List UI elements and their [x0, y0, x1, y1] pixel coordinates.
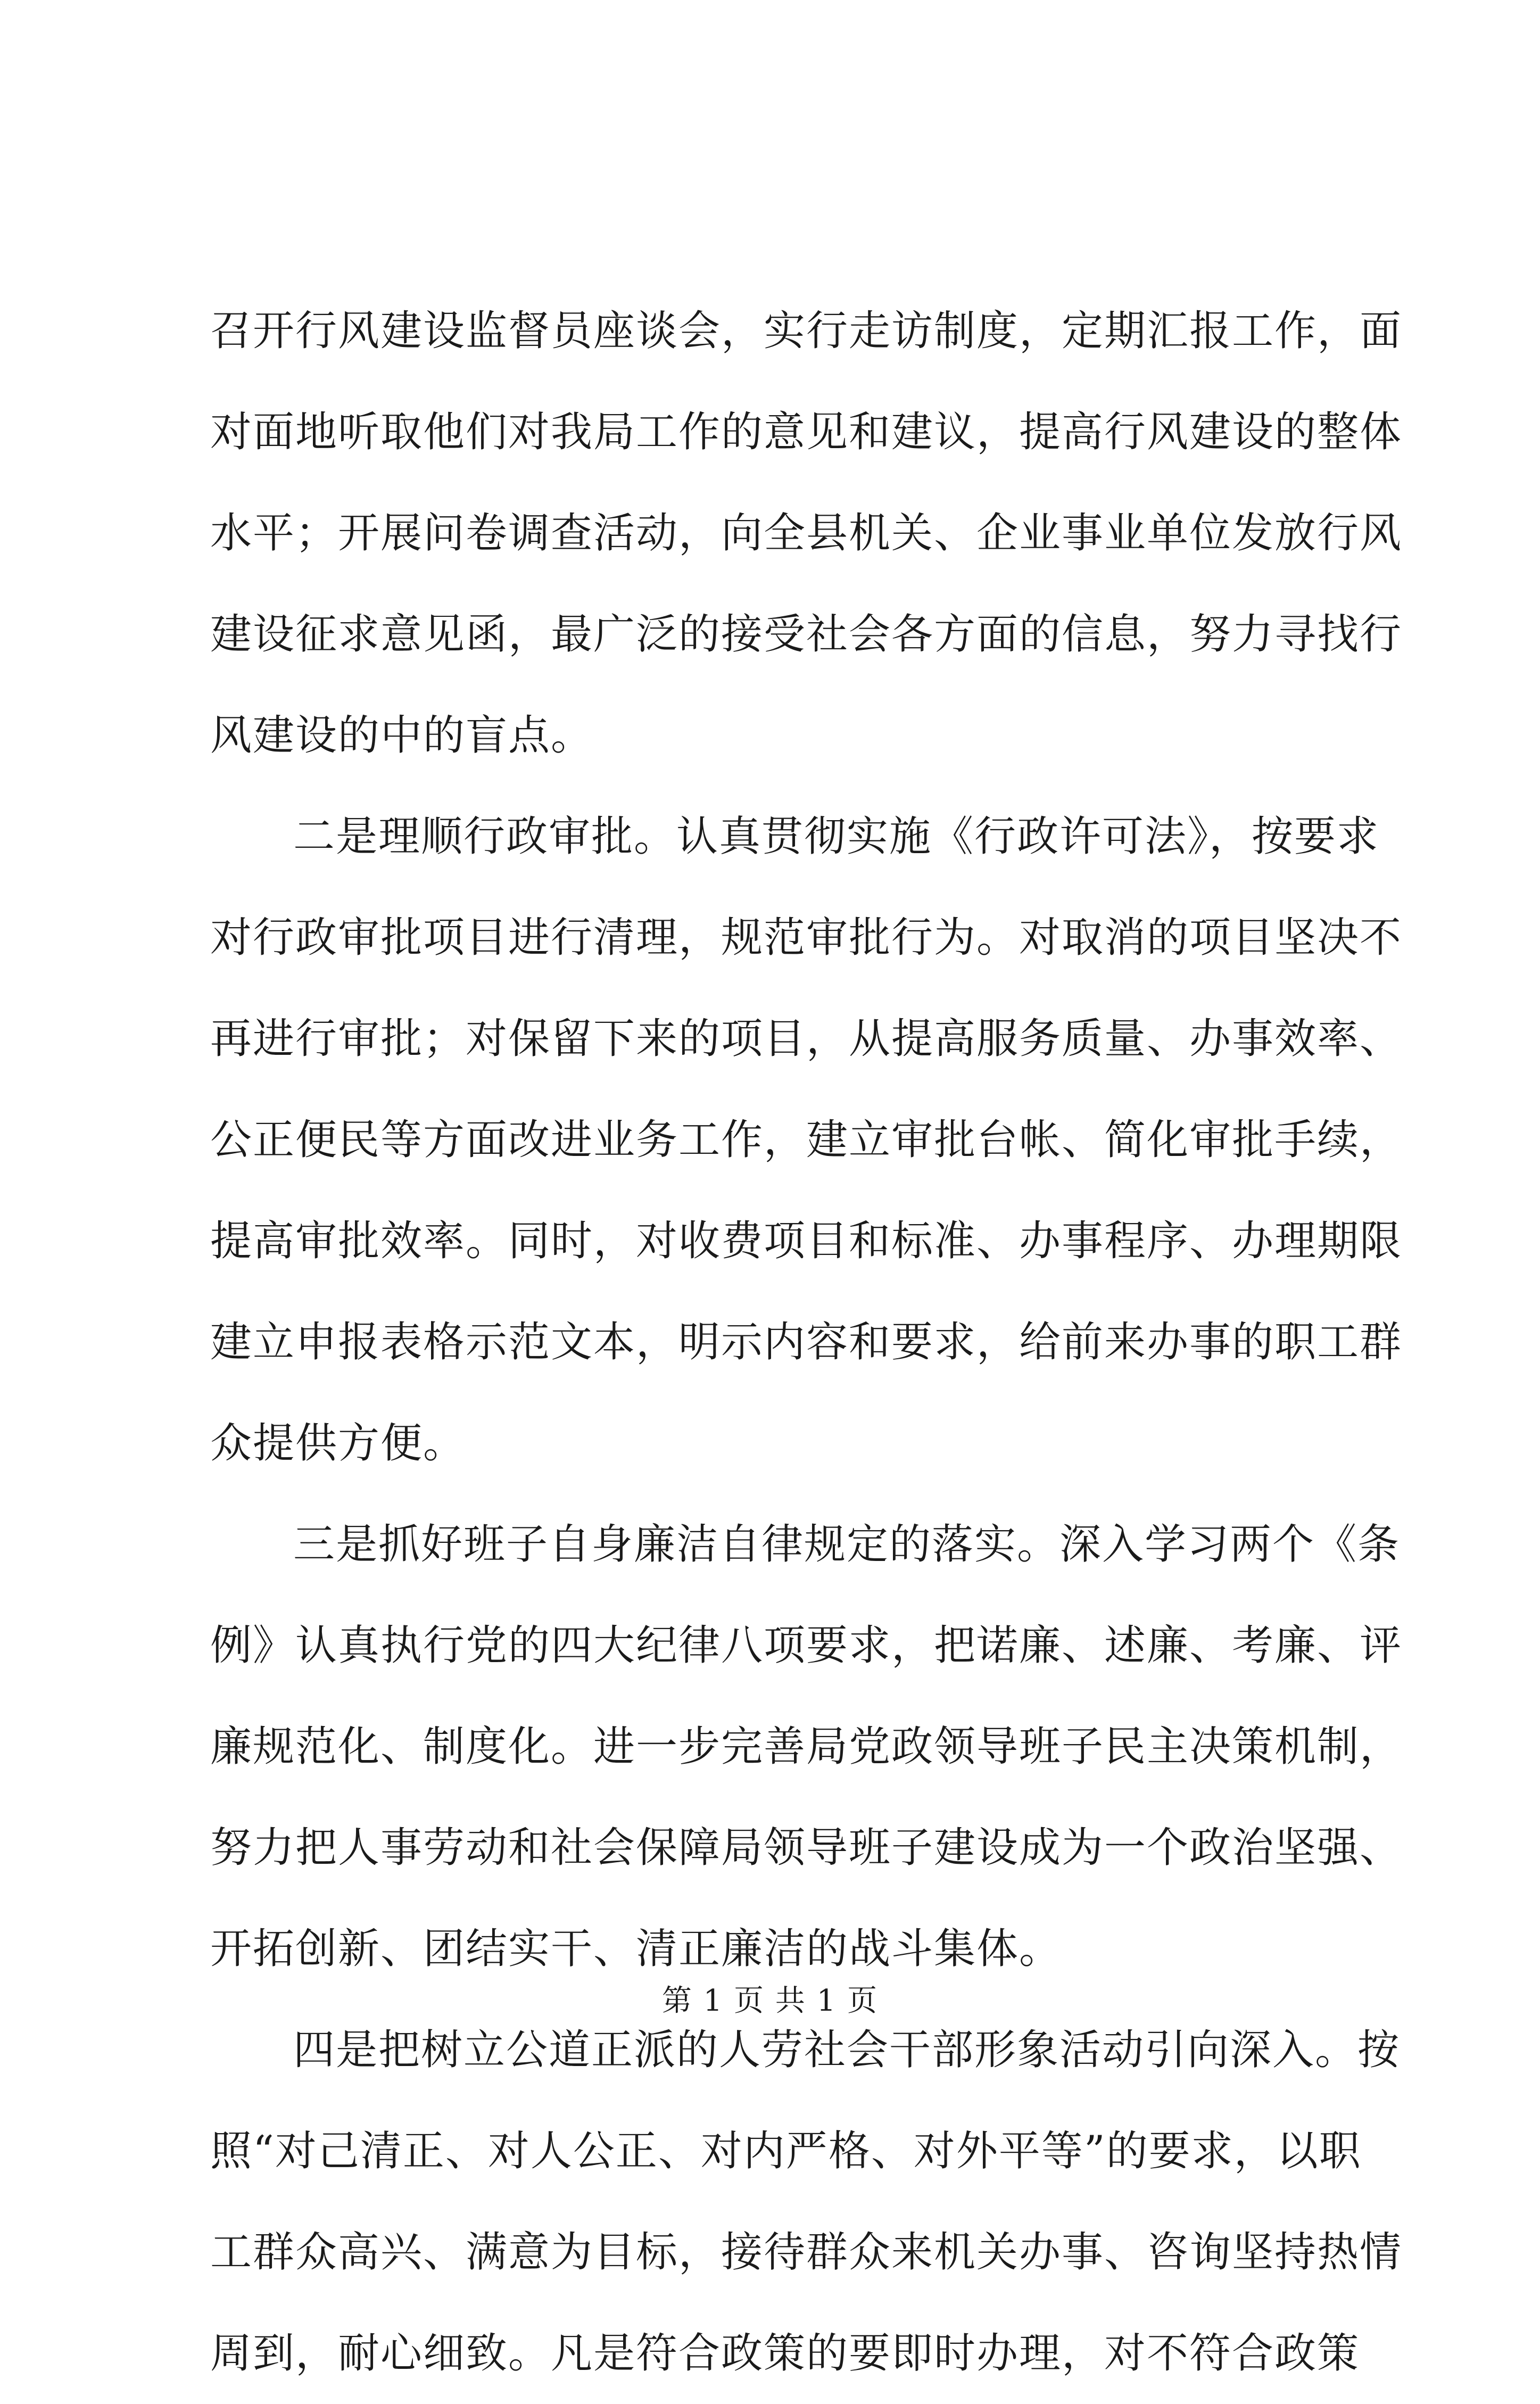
text-line: 水平；开展问卷调查活动，向全县机关、企业事业单位发放行风 — [210, 509, 1403, 557]
text-line: 周到，耐心细致。凡是符合政策的要即时办理，对不符合政策 — [210, 2329, 1360, 2377]
paragraph-3 — [210, 1494, 1403, 2000]
text-line: 对面地听取他们对我局工作的意见和建议，提高行风建设的整体 — [210, 408, 1403, 456]
text-line: 风建设的中的盲点。 — [210, 712, 594, 759]
text-line: 二是理顺行政审批。认真贯彻实施《行政许可法》，按要求 — [293, 813, 1380, 861]
text-line: 对行政审批项目进行清理，规范审批行为。对取消的项目坚决不 — [210, 914, 1403, 962]
text-line: 公正便民等方面改进业务工作，建立审批台帐、简化审批手续， — [210, 1116, 1403, 1164]
document-body — [210, 280, 1403, 2404]
text-line: 建设征求意见函，最广泛的接受社会各方面的信息，努力寻找行 — [210, 610, 1403, 658]
text-line: 例》认真执行党的四大纪律八项要求，把诺廉、述廉、考廉、评 — [210, 1622, 1403, 1670]
text-line: 建立申报表格示范文本，明示内容和要求，给前来办事的职工群 — [210, 1318, 1403, 1366]
text-line: 再进行审批；对保留下来的项目，从提高服务质量、办事效率、 — [210, 1015, 1403, 1063]
text-line: 提高审批效率。同时，对收费项目和标准、办事程序、办理期限 — [210, 1217, 1403, 1265]
text-line: 三是抓好班子自身廉洁自律规定的落实。深入学习两个《条 — [293, 1521, 1401, 1568]
paragraph-2 — [210, 786, 1403, 1494]
page-footer: 第 1 页 共 1 页 — [661, 1984, 879, 2018]
text-line: 工群众高兴、满意为目标，接待群众来机关办事、咨询坚持热情 — [210, 2228, 1403, 2276]
text-line: 努力把人事劳动和社会保障局领导班子建设成为一个政治坚强、 — [210, 1824, 1403, 1872]
paragraph-1 — [210, 280, 1403, 786]
text-line: 照“对己清正、对人公正、对内严格、对外平等”的要求，以职 — [210, 2127, 1362, 2175]
text-line: 众提供方便。 — [210, 1419, 466, 1467]
paragraph-4 — [210, 2000, 1403, 2404]
text-line: 廉规范化、制度化。进一步完善局党政领导班子民主决策机制， — [210, 1723, 1403, 1771]
text-line: 开拓创新、团结实干、清正廉洁的战斗集体。 — [210, 1925, 1062, 1973]
text-line: 召开行风建设监督员座谈会，实行走访制度，定期汇报工作，面 — [210, 307, 1403, 355]
text-line: 四是把树立公道正派的人劳社会干部形象活动引向深入。按 — [293, 2026, 1401, 2074]
